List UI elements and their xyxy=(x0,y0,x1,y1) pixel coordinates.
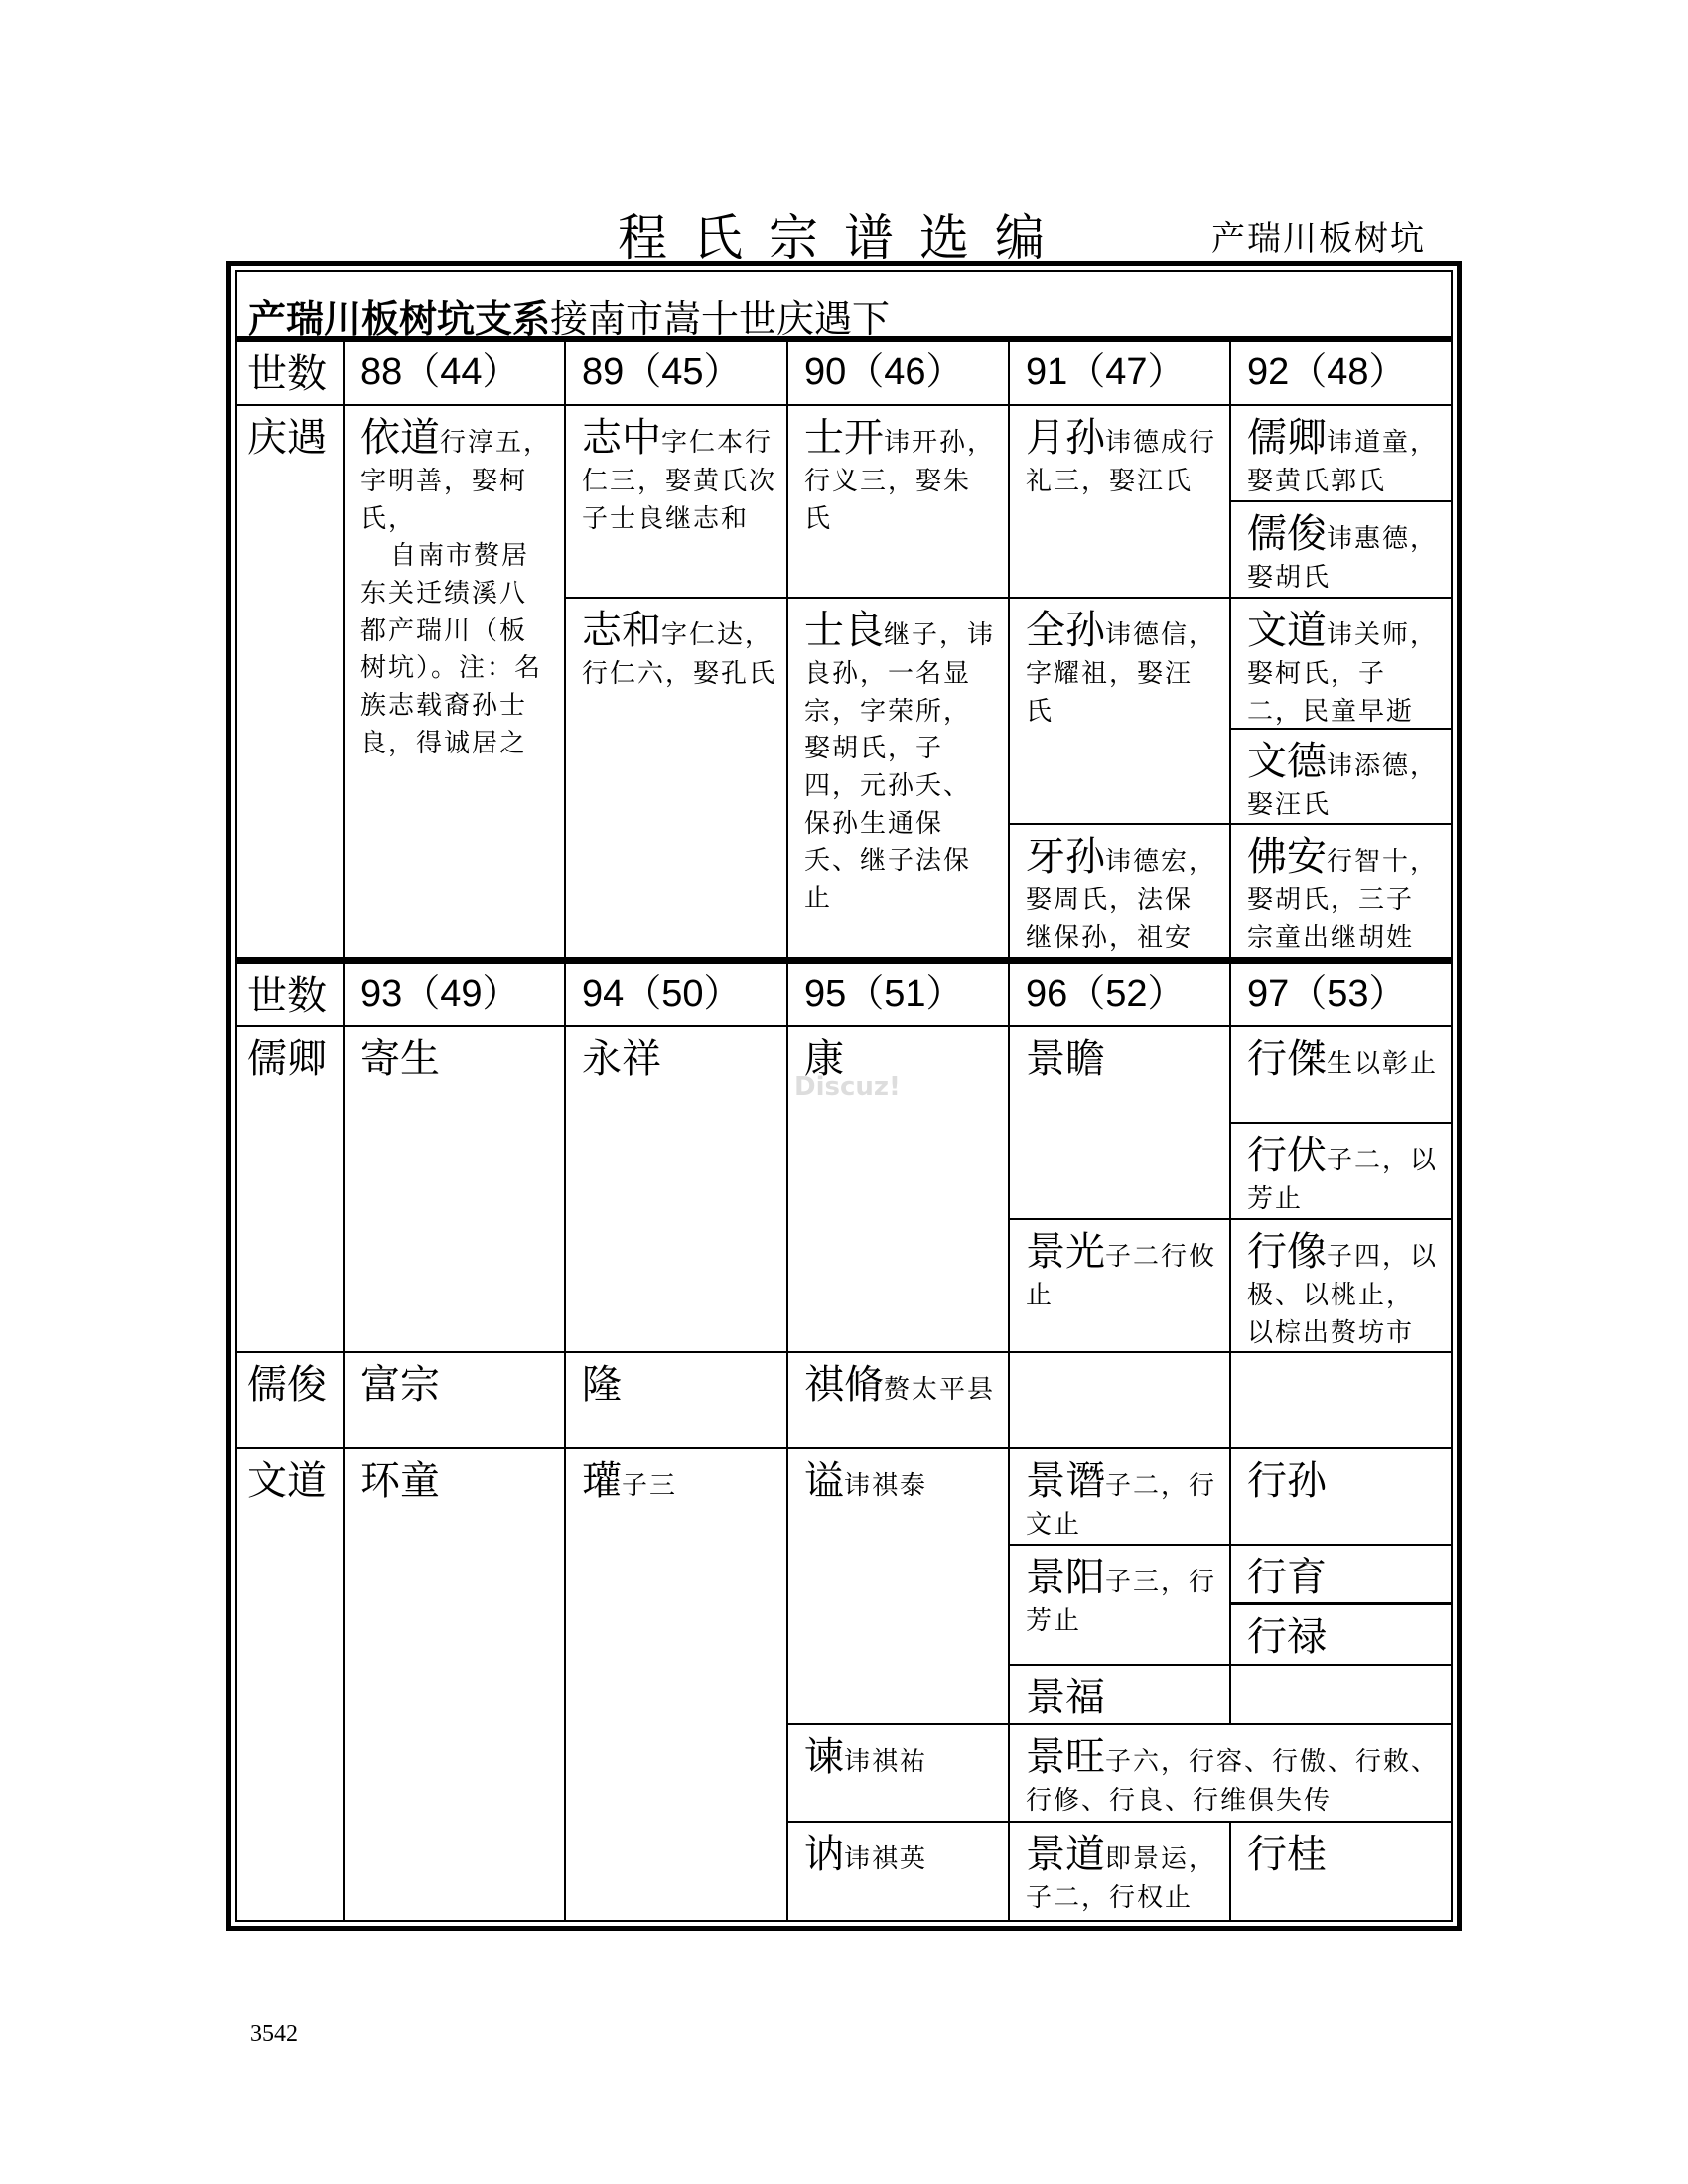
person-kang: 康 xyxy=(788,1027,1010,1353)
person-xingxiang xyxy=(1231,1220,1451,1353)
person-name: 景光 xyxy=(1026,1229,1105,1275)
row-label-wendao: 文道 xyxy=(237,1449,345,1920)
person-name: 士开 xyxy=(804,415,884,461)
person-name: 谥 xyxy=(804,1458,844,1504)
person-xinggui: 行桂 xyxy=(1247,1832,1327,1877)
person-name: 月孙 xyxy=(1026,415,1105,461)
person-huantong: 环童 xyxy=(345,1449,566,1920)
person-note: 字仁达，行仁六，娶孔氏 xyxy=(582,620,777,689)
branch-header xyxy=(248,288,890,342)
person-note-extra: 自南市赘居东关迁绩溪八都产瑞川（板树坑）。注：名族志载裔孙士良，得诚居之 xyxy=(360,541,543,758)
person-name: 景谮 xyxy=(1026,1458,1105,1504)
person-jingfu: 景福 xyxy=(1010,1666,1231,1725)
person-name: 儒俊 xyxy=(1247,511,1327,557)
person-note: 子二，以芳止 xyxy=(1247,1146,1439,1214)
person-name: 行像 xyxy=(1247,1229,1327,1275)
person-jingyang xyxy=(1010,1546,1231,1666)
person-note: 继子，讳良孙，一名显宗，字荣所，娶胡氏，子四，元孙夭、保孙生通保夭、继子法保止 xyxy=(804,620,996,914)
person-name: 文道 xyxy=(1247,608,1327,653)
gen-91: 91（47） xyxy=(1010,342,1231,406)
person-yuesun xyxy=(1010,406,1231,599)
person-name: 牙孙 xyxy=(1026,834,1105,880)
empty-cell xyxy=(1231,1666,1451,1725)
person-note: 讳德成行礼三，娶江氏 xyxy=(1026,428,1217,496)
person-xinglu: 行禄 xyxy=(1231,1605,1451,1666)
person-xingsun: 行孙 xyxy=(1231,1449,1451,1546)
person-jian xyxy=(788,1725,1010,1823)
person-note: 讳德信，字耀祖，娶汪氏 xyxy=(1026,620,1217,727)
person-zhizhong xyxy=(566,406,788,599)
person-xingjie xyxy=(1231,1027,1451,1124)
person-name: 景旺 xyxy=(1026,1734,1105,1780)
person-guan xyxy=(566,1449,788,1920)
gen-97: 97（53） xyxy=(1231,964,1451,1027)
person-name: 景道 xyxy=(1026,1832,1105,1877)
person-note: 字仁本行仁三，娶黄氏次子士良继志和 xyxy=(582,428,777,534)
person-note: 子二，行文止 xyxy=(1026,1471,1217,1540)
person-note: 子二行攸止 xyxy=(1026,1242,1217,1310)
person-note: 子三，行芳止 xyxy=(1026,1568,1217,1636)
row-label-qingyu: 庆遇 xyxy=(237,406,345,957)
gen-89: 89（45） xyxy=(566,342,788,406)
person-yasun xyxy=(1010,825,1231,957)
person-note: 生以彰止 xyxy=(1327,1049,1439,1079)
person-note: 讳添德，娶汪氏 xyxy=(1247,751,1439,820)
person-name: 志中 xyxy=(582,415,661,461)
person-name: 志和 xyxy=(582,608,661,653)
person-note: 即景运，子二，行权止 xyxy=(1026,1844,1217,1913)
person-note: 讳关师，娶柯氏，子二，民童早逝 xyxy=(1247,620,1439,727)
branch-note: 接南市嵩十世庆遇下 xyxy=(550,297,891,341)
gen-93: 93（49） xyxy=(345,964,566,1027)
person-qixiu xyxy=(788,1353,1010,1449)
person-name: 讷 xyxy=(804,1832,844,1877)
person-name: 行傑 xyxy=(1247,1036,1327,1082)
gen-95: 95（51） xyxy=(788,964,1010,1027)
person-yongxiang: 永祥 xyxy=(566,1027,788,1353)
person-name: 儒卿 xyxy=(1247,415,1327,461)
person-note: 讳惠德，娶胡氏 xyxy=(1247,524,1439,593)
person-name: 文德 xyxy=(1247,739,1327,784)
person-shi xyxy=(788,1449,1010,1725)
person-fuzong: 富宗 xyxy=(345,1353,566,1449)
person-note: 讳祺英 xyxy=(844,1844,928,1874)
gen-92: 92（48） xyxy=(1231,342,1451,406)
row-label-rujun: 儒俊 xyxy=(237,1353,345,1449)
person-note: 子四，以极、以桃止，以棕出赘坊市 xyxy=(1247,1242,1439,1348)
person-shiliang xyxy=(788,599,1010,957)
person-quansun xyxy=(1010,599,1231,825)
person-name: 全孙 xyxy=(1026,608,1105,653)
person-jingdao xyxy=(1010,1823,1231,1920)
person-jisheng: 寄生 xyxy=(345,1027,566,1353)
branch-name: 产瑞川板树坑支系 xyxy=(248,297,551,341)
person-note: 赘太平县 xyxy=(884,1375,996,1405)
person-name: 士良 xyxy=(804,608,884,653)
gen-96: 96（52） xyxy=(1010,964,1231,1027)
gen-94: 94（50） xyxy=(566,964,788,1027)
gen-90: 90（46） xyxy=(788,342,1010,406)
person-wende xyxy=(1231,730,1451,825)
gen-label: 世数 xyxy=(237,342,345,406)
person-rujun xyxy=(1231,502,1451,599)
person-name: 祺脩 xyxy=(804,1362,884,1408)
person-name: 谏 xyxy=(804,1734,844,1780)
gen-88: 88（44） xyxy=(345,342,566,406)
person-note: 讳道童，娶黄氏郭氏 xyxy=(1247,428,1439,496)
page-subtitle: 产瑞川板树坑 xyxy=(1211,219,1426,259)
person-wendao xyxy=(1231,599,1451,730)
person-zhihe xyxy=(566,599,788,957)
watermark: Discuz! xyxy=(794,1072,901,1102)
person-xingyu: 行育 xyxy=(1231,1546,1451,1605)
person-name: 行伏 xyxy=(1247,1133,1327,1178)
person-name: 瓘 xyxy=(582,1458,622,1504)
gen-label: 世数 xyxy=(237,964,345,1027)
person-name: 佛安 xyxy=(1247,834,1327,880)
page-number: 3542 xyxy=(250,2021,298,2047)
page-title: 程氏宗谱选编 xyxy=(618,209,1070,267)
person-note: 行智十，娶胡氏，三子宗童出继胡姓 xyxy=(1247,847,1439,953)
person-note: 子六，行容、行傲、行敕、行修、行良、行维俱失传 xyxy=(1026,1747,1440,1816)
person-foan xyxy=(1231,825,1451,957)
person-ne xyxy=(788,1823,1010,1920)
person-note: 行淳五，字明善，娶柯氏， xyxy=(360,428,552,534)
person-xingfu xyxy=(1231,1124,1451,1220)
person-long: 隆 xyxy=(566,1353,788,1449)
person-shikai xyxy=(788,406,1010,599)
person-yidao xyxy=(345,406,566,957)
person-name: 景阳 xyxy=(1026,1555,1105,1600)
person-note: 讳德宏，娶周氏，法保继保孙，祖安 xyxy=(1026,847,1217,953)
person-jingguang xyxy=(1010,1220,1231,1353)
person-note: 讳祺泰 xyxy=(844,1471,928,1501)
person-jingjian xyxy=(1010,1449,1231,1546)
empty-cell xyxy=(1231,1353,1451,1449)
row-label-ruqing: 儒卿 xyxy=(237,1027,345,1353)
person-jingwang xyxy=(1010,1725,1451,1823)
person-name: 依道 xyxy=(360,415,440,461)
empty-cell xyxy=(1010,1353,1231,1449)
person-note: 子三 xyxy=(622,1471,678,1501)
person-note: 讳开孙，行义三，娶朱氏 xyxy=(804,428,996,534)
person-jingzhan: 景瞻 xyxy=(1010,1027,1231,1220)
person-ruqing xyxy=(1231,406,1451,502)
person-note: 讳祺祐 xyxy=(844,1747,928,1777)
